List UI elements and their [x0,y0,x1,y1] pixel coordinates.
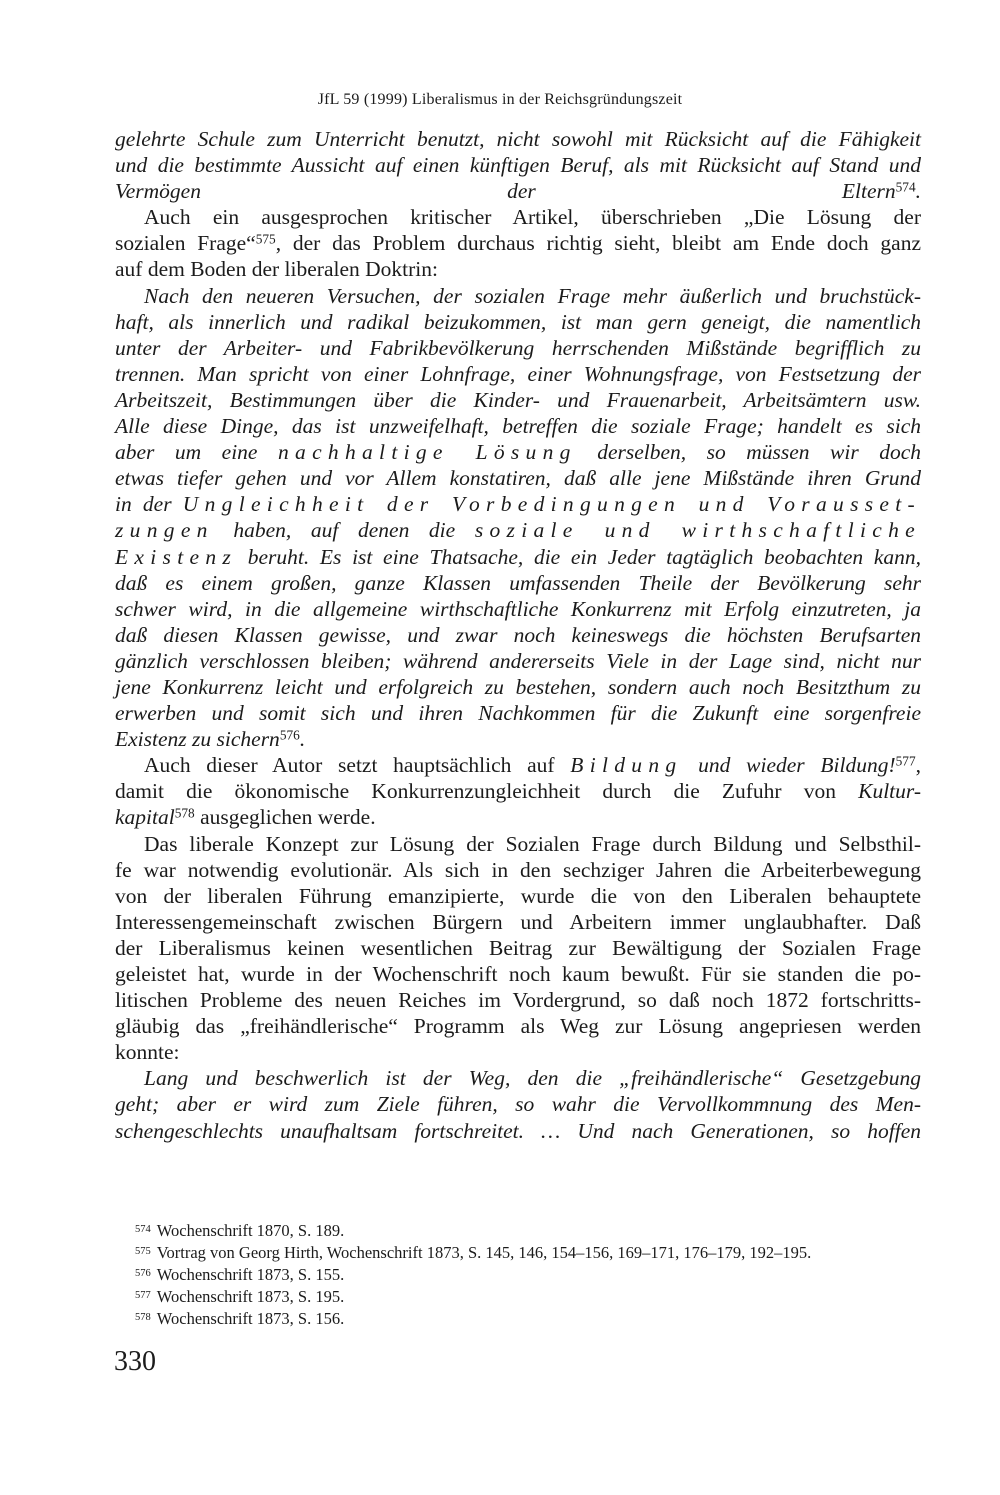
text-line [115,596,921,622]
text-run: erwerben und somit sich und ihren Nachkommen für die Zukunft eine sorgenfreie [115,701,921,726]
text-run: . [915,179,921,204]
text-run: Auch dieser Autor setzt hauptsächlich auf [144,753,571,778]
spaced-emphasis: Bildung [570,753,683,778]
text-run: Auch ein ausgesprochen kritischer Artikel, überschrieben „Die Lösung der [144,205,921,230]
body-text [115,126,921,1144]
footnote-576 [135,1263,925,1285]
footnote-578 [135,1307,925,1329]
text-line [115,439,921,465]
footnote-577 [135,1285,925,1307]
text-run: gläubig das „freihändlerische“ Programm als Weg zur Lösung angepriesen werden [115,1014,921,1039]
text-line [115,674,921,700]
text-run: Das liberale Konzept zur Lösung der Sozialen Frage durch Bildung und Selbsthil- [144,831,921,856]
text-run: in der [115,492,183,517]
footnote-ref: 574 [895,179,916,195]
text-line [115,361,921,387]
text-run: und wieder Bildung! [682,753,896,778]
footnote-ref: 578 [174,805,195,821]
footnotes [135,1219,925,1329]
text-line [115,909,921,935]
text-run: gänzlich verschlossen bleiben; während andererseits Viele in der Lage sind, nicht nur [115,648,921,673]
footnote-text: Wochenschrift 1873, S. 156. [156,1309,345,1328]
text-run: fe war notwendig evolutionär. Als sich in den sechziger Jahren die Arbeiterbewegung [115,857,921,882]
footnote-ref: 575 [255,231,276,247]
text-run: haft, als innerlich und radikal beizukommen, ist man gern geneigt, die namentlich [115,309,921,334]
text-line [115,570,921,596]
text-run: , der das Problem durchaus richtig sieht, bleibt am Ende doch ganz [275,231,922,256]
text-run: Alle diese Dinge, das ist unzweifelhaft, betreffen die soziale Frage; handelt es sich [115,414,921,439]
footnote-number: 577 [135,1290,151,1301]
text-line [115,622,921,648]
text-line [115,1091,921,1117]
text-run: Kultur- [858,779,921,804]
text-run: trennen. Man spricht von einer Lohnfrage, einer Wohnungsfrage, von Festsetzung der [115,361,921,386]
text-line [115,204,921,230]
text-run: geht; aber er wird zum Ziele führen, so wahr die Vervollkommnung des Men- [115,1092,921,1117]
text-run: Existenz zu sichern [115,727,280,752]
text-run: kapital [115,805,175,830]
text-run: haben, auf denen die [213,518,475,543]
text-line [115,1118,921,1144]
text-run: ausgeglichen werde. [194,805,376,830]
footnote-574 [135,1219,925,1241]
text-line [115,1013,921,1039]
footnote-number: 575 [135,1246,151,1257]
text-line [115,230,921,256]
text-run: Lang und beschwerlich ist der Weg, den die „freihändlerische“ Gesetzgebung [144,1066,921,1091]
text-line [115,126,921,152]
footnote-ref: 577 [895,753,916,769]
text-line [115,178,921,204]
text-run: Arbeitszeit, Bestimmungen über die Kinder- und Frauenarbeit, Arbeitsämtern usw. [115,387,921,412]
footnote-number: 576 [135,1268,151,1279]
text-line [115,1039,921,1065]
text-run: der Liberalismus keinen wesentlichen Beitrag zur Bewältigung der Sozialen Frage [115,935,921,960]
text-run: unter der Arbeiter- und Fabrikbevölkerung herrschenden Mißstände begrifflich zu [115,335,921,360]
text-line [115,778,921,804]
footnote-number: 578 [135,1312,151,1323]
text-line [115,700,921,726]
footnote-text: Wochenschrift 1873, S. 195. [156,1287,345,1306]
text-run: litischen Probleme des neuen Reiches im Vordergrund, so daß noch 1872 fortschritts- [115,988,921,1013]
text-run: von der liberalen Führung emanzipierte, wurde die von den Liberalen behauptete [115,883,921,908]
footnote-text: Wochenschrift 1870, S. 189. [156,1221,345,1240]
text-line [115,857,921,883]
text-run: gelehrte Schule zum Unterricht benutzt, nicht sowohl mit Rücksicht auf die Fähigkeit [115,127,921,151]
footnote-ref: 576 [279,727,300,743]
text-line [115,517,921,543]
text-line [115,883,921,909]
text-line [115,465,921,491]
text-run: und die bestimmte Aussicht auf einen künftigen Beruf, als mit Rücksicht auf Stand und [115,153,921,178]
text-line [115,309,921,335]
spaced-emphasis: nachhaltige Lösung [277,440,577,465]
footnote-575 [135,1241,925,1263]
text-line [115,1065,921,1091]
text-run: , [915,753,921,778]
text-line [115,335,921,361]
text-run: derselben, so müssen wir doch [576,440,922,465]
text-line [115,413,921,439]
text-line [115,961,921,987]
footnote-number: 574 [135,1224,151,1235]
text-line [115,256,921,282]
text-run: . [299,727,306,752]
paragraph-p4 [115,752,921,830]
spaced-emphasis: zungen [115,518,214,543]
text-run: jene Konkurrenz leicht und erfolgreich zu bestehen, sondern auch noch Besitzthum zu [115,674,921,699]
text-line [115,935,921,961]
text-line [115,752,921,778]
spaced-emphasis: Ungleichheit der Vorbedingungen und Vorausset- [182,492,921,517]
text-line [115,491,921,517]
text-run: aber um eine [115,440,278,465]
text-line [115,152,921,178]
paragraph-p6 [115,1065,921,1143]
text-line [115,648,921,674]
spaced-emphasis: soziale und wirthschaftliche [474,518,921,543]
text-run: damit die ökonomische Konkurrenzungleichheit durch die Zufuhr von [115,779,859,804]
text-run: daß es einem großen, ganze Klassen umfassenden Theile der Bevölkerung sehr [115,570,921,595]
running-header: JfL 59 (1999) Liberalismus in der Reichsgründungszeit [317,91,683,108]
paragraph-p1 [115,126,921,204]
text-run: Nach den neueren Versuchen, der sozialen Frage mehr äußerlich und bruchstück- [144,283,921,308]
text-line [115,726,921,752]
footnote-text: Vortrag von Georg Hirth, Wochenschrift 1873, S. 145, 146, 154–156, 169–171, 176–179, 192–195. [156,1243,812,1262]
text-run: sozialen Frage“ [115,231,256,256]
text-line [115,283,921,309]
text-line [115,987,921,1013]
text-line [115,831,921,857]
text-run: auf dem Boden der liberalen Doktrin: [115,257,438,282]
text-run: Vermögen der Eltern [115,179,896,204]
text-run: Interessengemeinschaft zwischen Bürgern und Arbeitern immer unglaubhafter. Daß [115,909,921,934]
text-run: schwer wird, in die allgemeine wirthschaftliche Konkurrenz mit Erfolg einzutreten, ja [115,596,921,621]
text-run: etwas tiefer gehen und vor Allem konstatiren, daß alle jene Mißstände ihren Grund [115,466,921,491]
text-run: geleistet hat, wurde in der Wochenschrift noch kaum bewußt. Für sie standen die po- [115,962,921,986]
footnote-text: Wochenschrift 1873, S. 155. [156,1265,345,1284]
text-line [115,804,921,830]
page-number: 330 [114,1346,156,1377]
paragraph-p2 [115,204,921,282]
text-line [115,544,921,570]
text-run: beruht. Es ist eine Thatsache, die ein Jeder tagtäglich beobachten kann, [237,544,921,569]
spaced-emphasis: Existenz [115,544,238,569]
text-line [115,387,921,413]
paragraph-p5 [115,831,921,1066]
text-run: schengeschlechts unaufhaltsam fortschreitet. … Und nach Generationen, so hoffen [115,1118,921,1143]
text-run: daß diesen Klassen gewisse, und zwar noch keineswegs die höchsten Berufsarten [115,622,921,647]
text-run: konnte: [115,1040,180,1065]
paragraph-p3 [115,283,921,753]
